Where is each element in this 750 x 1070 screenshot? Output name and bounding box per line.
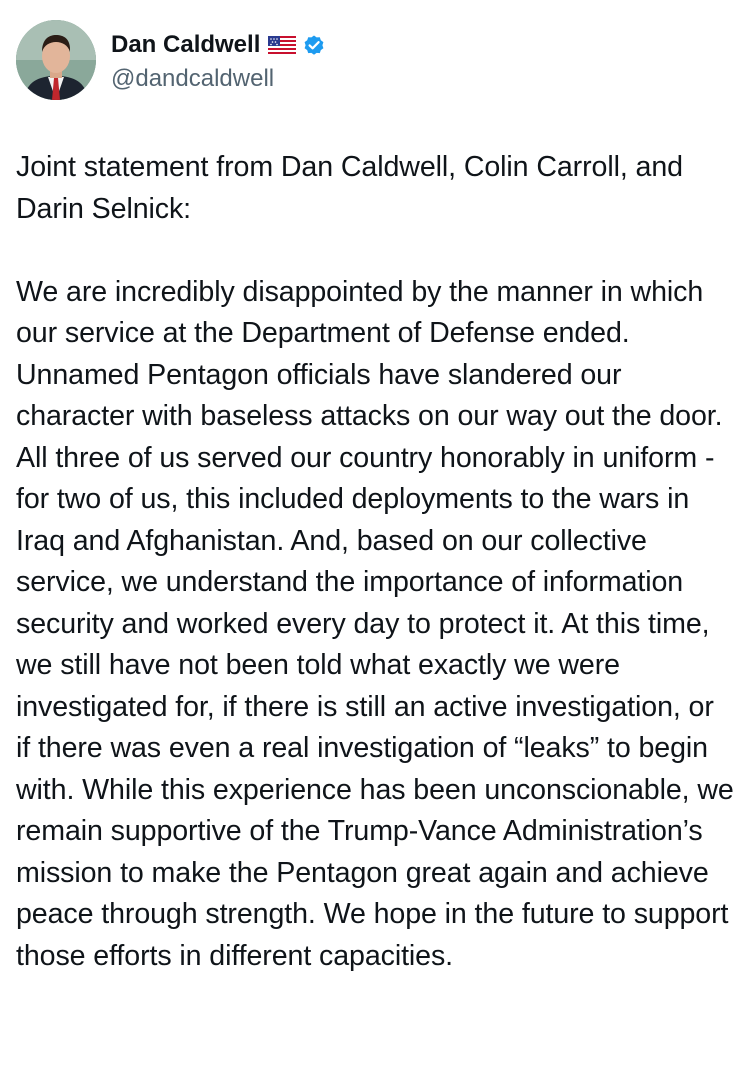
verified-badge-icon[interactable] [302,33,326,57]
tweet-statement: We are incredibly disappointed by the manner in which our service at the Department of Defense ended. Unnamed Pentagon officials have slandered our character with baseless attacks on our way out the door. All three of us served our country honorably in uniform - for two of us, this included deployments to the wars in Iraq and Afghanistan. And, based on our collective service, we understand the importance of information security and worked every day to protect it. At this time, we still have not been told what exactly we were investigated for, if there is still an active investigation, or if there was even a real investigation of “leaks” to begin with. While this experience has been unconscionable, we remain supportive of the Trump-Vance Administration’s mission to make the Pentagon great again and achieve peace through strength. We hope in the future to support those efforts in different capacities. [16,275,742,972]
avatar[interactable] [16,20,96,100]
display-name[interactable]: Dan Caldwell [111,31,261,58]
tweet-header [16,20,734,104]
tweet-intro: Joint statement from Dan Caldwell, Colin Carroll, and Darin Selnick: [16,151,691,225]
user-handle[interactable]: @dandcaldwell [111,65,275,92]
name-row[interactable] [111,30,326,60]
tweet-text [16,147,742,977]
avatar-image [16,20,96,100]
us-flag-icon [268,36,296,54]
paragraph-spacer [16,230,734,272]
